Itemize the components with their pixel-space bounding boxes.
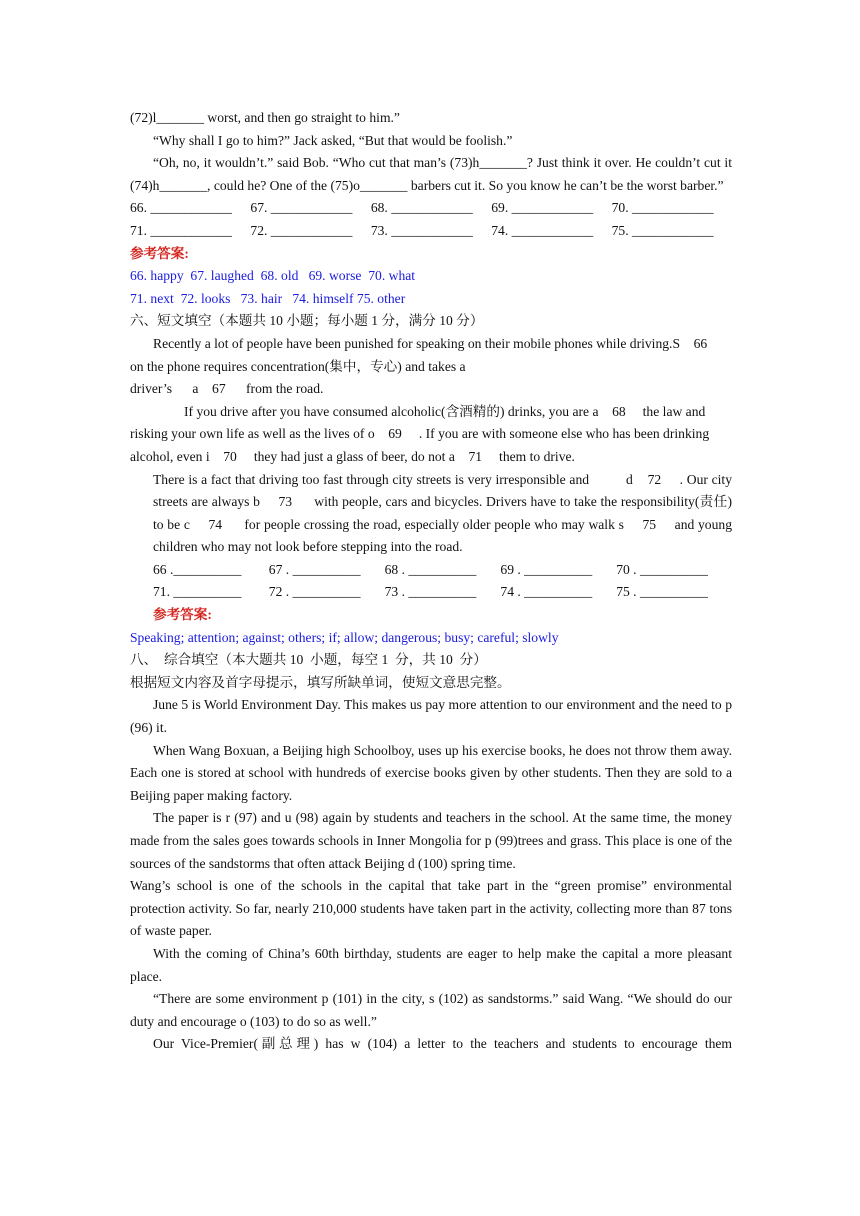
passage-paragraph: Our Vice-Premier(副总理) has w (104) a letter to the teachers and students to encourage them [153, 1036, 732, 1052]
answer-key-line: 66. happy 67. laughed 68. old 69. worse 70. what [130, 268, 416, 284]
answer-blank[interactable]: 73 . __________ [384, 584, 477, 600]
answer-blank-row [153, 581, 732, 604]
passage-paragraph: Recently a lot of people have been punished for speaking on their mobile phones while driving.S 66 on the phone requires concentration(集中，专心) and takes a [130, 335, 725, 374]
passage-paragraph: Wang’s school is one of the schools in the capital that take part in the “green promise” environmental protection activity. So far, nearly 210,000 students have taken part in the activity, collecting more than 87 tons of waste paper. [130, 878, 732, 939]
answer-blank[interactable]: 66 .__________ [153, 561, 242, 577]
answer-blank[interactable]: 75 . __________ [616, 584, 708, 600]
section-heading: 六、短文填空（本题共 10 小题；每小题 1 分，满分 10 分） [130, 313, 484, 329]
section-heading: 八、 综合填空（本大题共 10 小题，每空 1 分，共 10 分） [130, 652, 487, 668]
passage-line: (72)l_______ worst, and then go straight to him.” [130, 110, 400, 125]
answer-key-line: Speaking; attention; against; others; if; allow; dangerous; busy; careful; slowly [130, 629, 559, 645]
answer-blank-row [130, 197, 732, 220]
answer-blank[interactable]: 74. ____________ [491, 222, 594, 238]
passage-line: “Why shall I go to him?” Jack asked, “But that would be foolish.” [153, 132, 513, 148]
answer-blank[interactable]: 75. ____________ [611, 222, 714, 238]
answer-blank[interactable]: 66. ____________ [130, 200, 232, 216]
passage-paragraph: There is a fact that driving too fast through city streets is very irresponsible and d 72 . Our city streets are always b 73 with people, cars and bicycles. Drivers have to take the responsibility(责任) to be c 74 for people crossing the road, especially older people who may walk s 75 and young children who may not look before stepping into the road. [153, 471, 736, 555]
answer-blank[interactable]: 73. ____________ [370, 222, 473, 238]
answer-label: 参考答案: [130, 245, 189, 261]
passage-paragraph: If you drive after you have consumed alcoholic(含酒精的) drinks, you are a 68 the law and risking your own life as well as the lives of o 69 . If you are with someone else who has been drinking alcohol, even i 70 they had just a glass of beer, do not a 71 them to drive. [130, 403, 713, 464]
document-content [130, 107, 736, 1056]
answer-blank-block [130, 559, 732, 627]
passage-paragraph: When Wang Boxuan, a Beijing high Schoolboy, uses up his exercise books, he does not throw them away. Each one is stored at school with hundreds of exercise books given by other students. Then they are sold to a Beijing paper making factory. [130, 742, 732, 803]
answer-blank[interactable]: 71. __________ [153, 584, 242, 600]
answer-blank[interactable]: 72 . __________ [268, 584, 361, 600]
passage-paragraph: June 5 is World Environment Day. This makes us pay more attention to our environment and the need to p (96) it. [130, 697, 732, 736]
answer-blank[interactable]: 67. ____________ [250, 200, 353, 216]
answer-blank[interactable]: 70. ____________ [611, 200, 714, 216]
answer-blank[interactable]: 72. ____________ [250, 222, 353, 238]
answer-blank[interactable]: 68. ____________ [370, 200, 473, 216]
answer-blank[interactable]: 74 . __________ [500, 584, 593, 600]
answer-label: 参考答案: [153, 607, 212, 623]
answer-key-line: 71. next 72. looks 73. hair 74. himself 75. other [130, 290, 406, 306]
passage-line: “Oh, no, it wouldn’t.” said Bob. “Who cut that man’s (73)h_______? Just think it over. He couldn’t cut it (74)h_______, could he? One of the (75)o_______ barbers cut it. So you know he can’t be the worst barber.” [130, 155, 732, 193]
answer-blank[interactable]: 71. ____________ [130, 222, 232, 238]
answer-blank[interactable]: 69 . __________ [500, 561, 593, 577]
passage-paragraph: The paper is r (97) and u (98) again by students and teachers in the school. At the same time, the money made from the sales goes towards schools in Inner Mongolia for p (99)trees and grass. This place is one of the sources of the sandstorms that often attack Beijing d (100) spring time. [130, 810, 732, 871]
passage-paragraph: “There are some environment p (101) in the city, s (102) as sandstorms.” said Wang. “We should do our duty and encourage o (103) to do so as well.” [130, 991, 732, 1029]
answer-blank[interactable]: 69. ____________ [491, 200, 594, 216]
answer-blank[interactable]: 67 . __________ [268, 561, 361, 577]
passage-paragraph: driver’s a 67 from the road. [130, 381, 324, 397]
answer-blank-row [130, 220, 732, 243]
section-instruction: 根据短文内容及首字母提示，填写所缺单词，使短文意思完整。 [130, 674, 511, 690]
answer-blank[interactable]: 70 . __________ [616, 561, 708, 577]
answer-blank-row [153, 559, 732, 582]
passage-paragraph: With the coming of China’s 60th birthday, students are eager to help make the capital a more pleasant place. [130, 945, 732, 984]
answer-blank[interactable]: 68 . __________ [384, 561, 477, 577]
